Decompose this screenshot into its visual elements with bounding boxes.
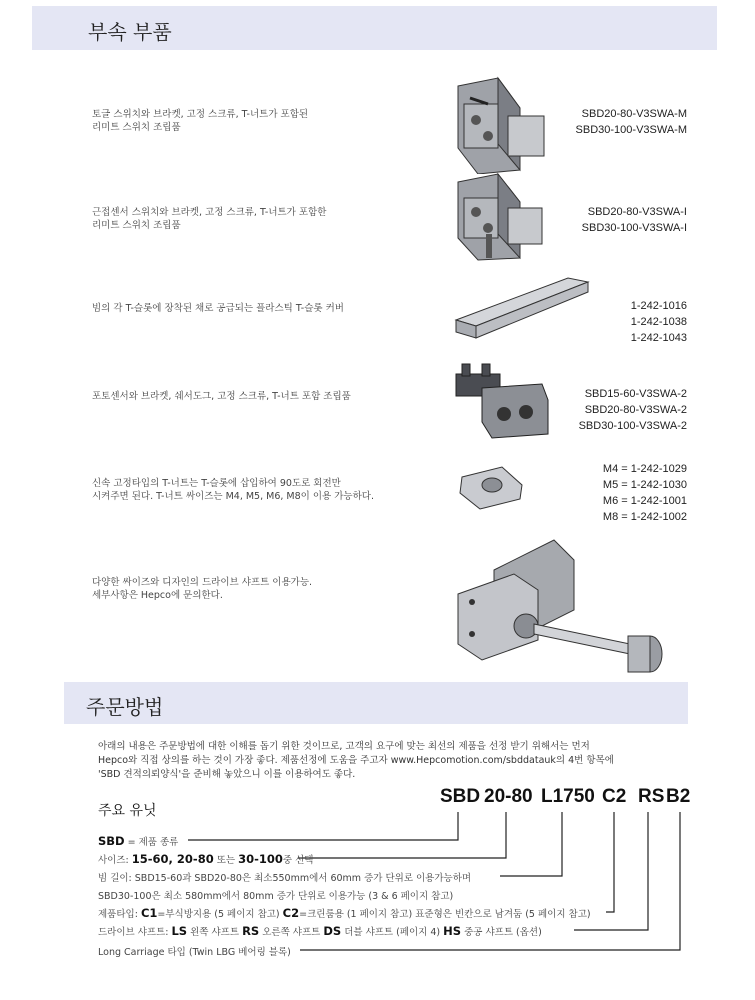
code-part-product-type: C2 <box>602 786 627 807</box>
legend-product-type: 제품타입: C1=부식방지용 (5 페이지 참고) C2=크린룸용 (1 페이지 참고) 표준형은 빈칸으로 남겨둠 (5 페이지 참고) <box>98 906 591 920</box>
legend-length-1: 빔 길이: SBD15-60과 SBD20-80은 최소550mm에서 60mm 증가 단위로 이용가능하며 <box>98 873 472 884</box>
legend-carriage: Long Carriage 타입 (Twin LBG 베어링 블록) <box>98 947 291 958</box>
code-part-type: SBD <box>440 786 481 807</box>
code-part-drive-shaft: RS <box>638 786 665 807</box>
accessory-codes: SBD15-60-V3SWA-2 SBD20-80-V3SWA-2 SBD30-100-V3SWA-2 <box>578 388 687 432</box>
accessory-description: 다양한 싸이즈와 디자인의 드라이브 샤프트 이용가능. 세부사항은 Hepco에 문의한다. <box>92 577 313 601</box>
code-part-size: 20-80 <box>484 786 533 807</box>
legend-type: SBD = 제품 종류 <box>98 834 179 848</box>
legend-size: 사이즈: 15-60, 20-80 또는 30-100중 선택 <box>98 852 314 866</box>
accessory-description: 근접센서 스위치와 브라켓, 고정 스크류, T-너트가 포함한 리미트 스위치 조립품 <box>92 207 327 231</box>
accessory-description: 빔의 각 T-슬롯에 장착된 채로 공급되는 플라스틱 T-슬롯 커버 <box>92 303 344 314</box>
legend-length-2: SBD30-100은 최소 580mm에서 80mm 증가 단위로 이용가능 (3 & 6 페이지 참고) <box>98 891 454 902</box>
order-title: 주문방법 <box>86 695 164 719</box>
code-part-length: L1750 <box>541 786 595 807</box>
accessory-codes: SBD20-80-V3SWA-M SBD30-100-V3SWA-M <box>575 108 687 136</box>
legend-drive-shaft: 드라이브 샤프트: LS 왼쪽 샤프트 RS 오른쪽 샤프트 DS 더블 샤프트 (페이지 4) HS 중공 샤프트 (옵션) <box>98 924 542 938</box>
accessory-description: 포토센서와 브라켓, 쉐서도그, 고정 스크류, T-너트 포함 조립품 <box>92 391 351 402</box>
code-part-carriage: B2 <box>666 786 691 807</box>
accessory-codes: M4 = 1-242-1029 M5 = 1-242-1030 M6 = 1-242-1001 M8 = 1-242-1002 <box>602 463 687 523</box>
accessory-description: 토글 스위치와 브라켓, 고정 스크류, T-너트가 포함된 리미트 스위치 조립품 <box>92 109 309 133</box>
accessory-description: 신속 고정타입의 T-너트는 T-슬롯에 삽입하여 90도로 회전만 시켜주면 된다. T-너트 싸이즈는 M4, M5, M6, M8이 이용 가능하다. <box>92 478 374 502</box>
accessory-codes: SBD20-80-V3SWA-I SBD30-100-V3SWA-I <box>581 206 687 234</box>
accessory-codes: 1-242-1016 1-242-1038 1-242-1043 <box>630 300 687 344</box>
accessories-title: 부속 부품 <box>88 20 172 44</box>
order-intro-text: 아래의 내용은 주문방법에 대한 이해를 돕기 위한 것이므로, 고객의 요구에 맞는 최선의 제품을 선정 받기 위해서는 먼저 Hepco와 직접 상의를 하는 것이 가장 좋다. 제품선정에 도움을 주고자 www.Hepcomotion.com/sbddatauk의 4번 항목에 'SBD 견적의뢰양식'을 준비해 놓았으니 이를 이용하여도 좋다. <box>98 741 614 780</box>
main-unit-label: 주요 유닛 <box>98 803 157 819</box>
